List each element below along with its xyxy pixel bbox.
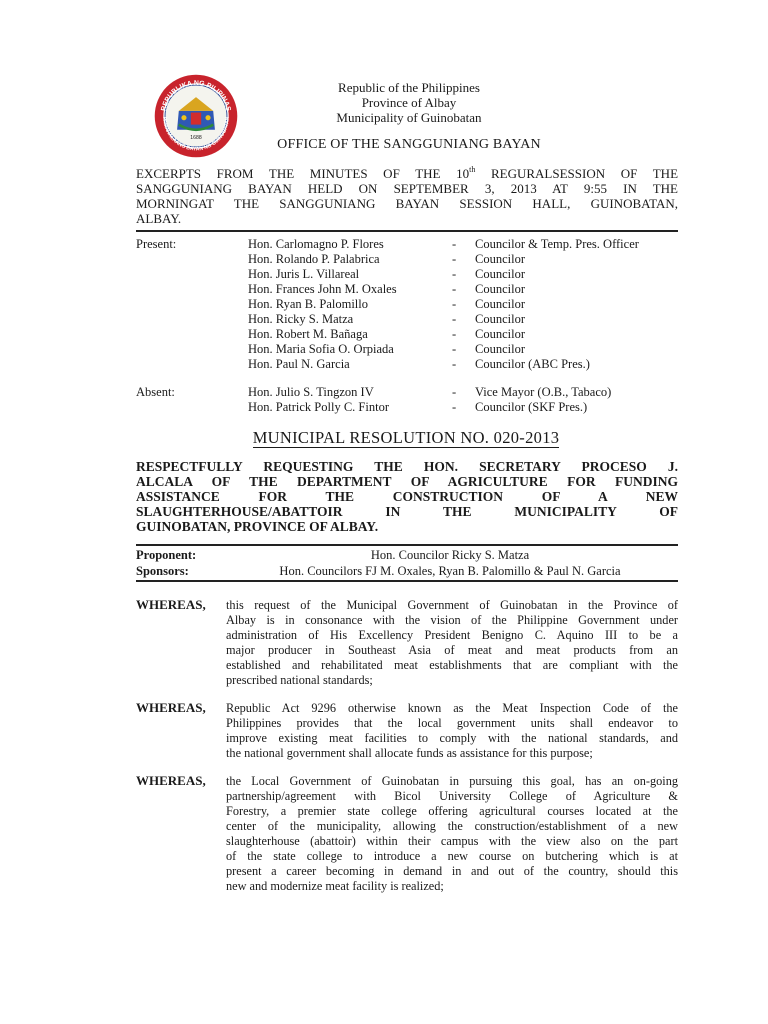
whereas-line: this request of the Municipal Government of Guinobatan in the Province of bbox=[226, 598, 678, 612]
whereas-line: established and rehabilitated meat establishments that are compliant with the bbox=[226, 658, 678, 672]
whereas-line: improve existing meat facilities to comply with the national standards, and bbox=[226, 731, 678, 745]
present-member-name: Hon. Ricky S. Matza bbox=[248, 312, 354, 326]
whereas-text bbox=[226, 774, 678, 894]
whereas-text bbox=[226, 598, 678, 688]
title-line: ALCALA OF THE DEPARTMENT OF AGRICULTURE FOR FUNDING bbox=[136, 474, 678, 489]
whereas-line: Albay is in consonance with the vision of the Philippine Government under bbox=[226, 613, 678, 627]
present-member-dash: - bbox=[452, 342, 457, 356]
present-member-name: Hon. Robert M. Bañaga bbox=[248, 327, 368, 341]
title-line: ASSISTANCE FOR THE CONSTRUCTION OF A NEW bbox=[136, 489, 678, 504]
whereas-label: WHEREAS, bbox=[136, 773, 206, 788]
whereas-label: WHEREAS, bbox=[136, 597, 206, 612]
present-member-dash: - bbox=[452, 312, 457, 326]
svg-text:PAMAHALAANG BAYAN NG GUINOBATA: PAMAHALAANG BAYAN NG GUINOBATAN bbox=[161, 116, 231, 153]
header-municipality: Municipality of Guinobatan bbox=[336, 110, 482, 125]
proponent-value: Hon. Councilor Ricky S. Matza bbox=[370, 548, 530, 562]
present-member-role: Councilor & Temp. Pres. Officer bbox=[475, 237, 639, 251]
present-member-role: Councilor bbox=[475, 252, 525, 266]
present-member-name: Hon. Paul N. Garcia bbox=[248, 357, 350, 371]
svg-text:1688: 1688 bbox=[190, 135, 202, 142]
excerpt-line-1 bbox=[136, 166, 678, 181]
header-country: Republic of the Philippines bbox=[338, 80, 480, 95]
absent-member-role: Councilor (SKF Pres.) bbox=[475, 400, 588, 414]
whereas-label: WHEREAS, bbox=[136, 700, 206, 715]
sponsors-value: Hon. Councilors FJ M. Oxales, Ryan B. Palomillo & Paul N. Garcia bbox=[279, 564, 621, 578]
divider-top bbox=[136, 230, 678, 232]
present-member-name: Hon. Juris L. Villareal bbox=[248, 267, 360, 281]
resolution-number-text: MUNICIPAL RESOLUTION NO. 020-2013 bbox=[252, 428, 560, 447]
present-member-dash: - bbox=[452, 267, 457, 281]
whereas-line: of the state college to introduce a new course on butchering which is at bbox=[226, 849, 678, 863]
whereas-text bbox=[226, 701, 678, 761]
excerpt-ordinal: th bbox=[469, 165, 476, 174]
whereas-line: Republic Act 9296 otherwise known as the Meat Inspection Code of the bbox=[226, 701, 678, 715]
whereas-line: administration of His Excellency President Benigno C. Aquino III to be a bbox=[226, 628, 678, 642]
excerpt-line-4: ALBAY. bbox=[136, 211, 182, 226]
divider-proponent-bottom bbox=[136, 580, 678, 582]
present-member-role: Councilor bbox=[475, 282, 525, 296]
resolution-title bbox=[136, 459, 678, 534]
whereas-line: prescribed national standards; bbox=[226, 673, 373, 687]
absent-member-dash: - bbox=[452, 400, 457, 414]
excerpt-line-2: SANGGUNIANG BAYAN HELD ON SEPTEMBER 3, 2013 AT 9:55 IN THE bbox=[136, 181, 678, 196]
present-member-name: Hon. Carlomagno P. Flores bbox=[248, 237, 384, 251]
title-line: GUINOBATAN, PROVINCE OF ALBAY. bbox=[136, 519, 379, 534]
resolution-number bbox=[0, 428, 768, 448]
divider-proponent-top bbox=[136, 544, 678, 546]
absent-member-dash: - bbox=[452, 385, 457, 399]
excerpt-tail: REGURALSESSION OF THE bbox=[475, 166, 679, 181]
whereas-line: center of the municipality, allowing the construction/establishment of a new bbox=[226, 819, 678, 833]
whereas-line: Forestry, a premier state college offering agricultural courses located at the bbox=[226, 804, 678, 818]
title-line: SLAUGHTERHOUSE/ABATTOIR IN THE MUNICIPALITY OF bbox=[136, 504, 678, 519]
excerpt-lead: EXCERPTS FROM THE MINUTES OF THE 10 bbox=[136, 166, 470, 181]
present-member-name: Hon. Frances John M. Oxales bbox=[248, 282, 397, 296]
present-member-dash: - bbox=[452, 327, 457, 341]
present-member-name: Hon. Maria Sofia O. Orpiada bbox=[248, 342, 394, 356]
whereas-line: the national government shall allocate funds as assistance for this purpose; bbox=[226, 746, 593, 760]
header-province: Province of Albay bbox=[361, 95, 457, 110]
present-member-name: Hon. Rolando P. Palabrica bbox=[248, 252, 380, 266]
absent-label: Absent: bbox=[136, 385, 175, 399]
whereas-line: major producer in Southeast Asia of meat and meat products from an bbox=[226, 643, 678, 657]
present-member-role: Councilor bbox=[475, 327, 525, 341]
office-title: OFFICE OF THE SANGGUNIANG BAYAN bbox=[277, 137, 541, 152]
whereas-line: slaughterhouse (abattoir) within their campus with the view also on the part bbox=[226, 834, 678, 848]
present-member-role: Councilor bbox=[475, 342, 525, 356]
present-label: Present: bbox=[136, 237, 177, 251]
present-member-dash: - bbox=[452, 252, 457, 266]
title-line: RESPECTFULLY REQUESTING THE HON. SECRETARY PROCESO J. bbox=[136, 459, 678, 474]
present-member-role: Councilor bbox=[475, 297, 525, 311]
whereas-line: the Local Government of Guinobatan in pursuing this goal, has an on-going bbox=[226, 774, 678, 788]
present-member-dash: - bbox=[452, 297, 457, 311]
minutes-excerpt bbox=[136, 166, 678, 226]
whereas-line: present a career becoming in demand in and out of the country, should this bbox=[226, 864, 678, 878]
whereas-line: Philippines provides that the local government units shall endeavor to bbox=[226, 716, 678, 730]
absent-member-name: Hon. Julio S. Tingzon IV bbox=[248, 385, 374, 399]
present-member-role: Councilor (ABC Pres.) bbox=[475, 357, 590, 371]
absent-member-name: Hon. Patrick Polly C. Fintor bbox=[248, 400, 389, 414]
present-member-dash: - bbox=[452, 357, 457, 371]
present-member-dash: - bbox=[452, 237, 457, 251]
excerpt-line-3: MORNINGAT THE SANGGUNIANG BAYAN SESSION HALL, GUINOBATAN, bbox=[136, 196, 678, 211]
absent-member-role: Vice Mayor (O.B., Tabaco) bbox=[475, 385, 612, 399]
present-member-role: Councilor bbox=[475, 312, 525, 326]
present-member-dash: - bbox=[452, 282, 457, 296]
proponent-label: Proponent: bbox=[136, 548, 197, 562]
whereas-line: new and modernize meat facility is realized; bbox=[226, 879, 444, 893]
sponsors-label: Sponsors: bbox=[136, 564, 189, 578]
present-member-role: Councilor bbox=[475, 267, 525, 281]
svg-text:REPUBLIKA NG PILIPINAS: REPUBLIKA NG PILIPINAS bbox=[160, 80, 232, 112]
whereas-line: partnership/agreement with Bicol University College of Agriculture & bbox=[226, 789, 678, 803]
present-member-name: Hon. Ryan B. Palomillo bbox=[248, 297, 368, 311]
